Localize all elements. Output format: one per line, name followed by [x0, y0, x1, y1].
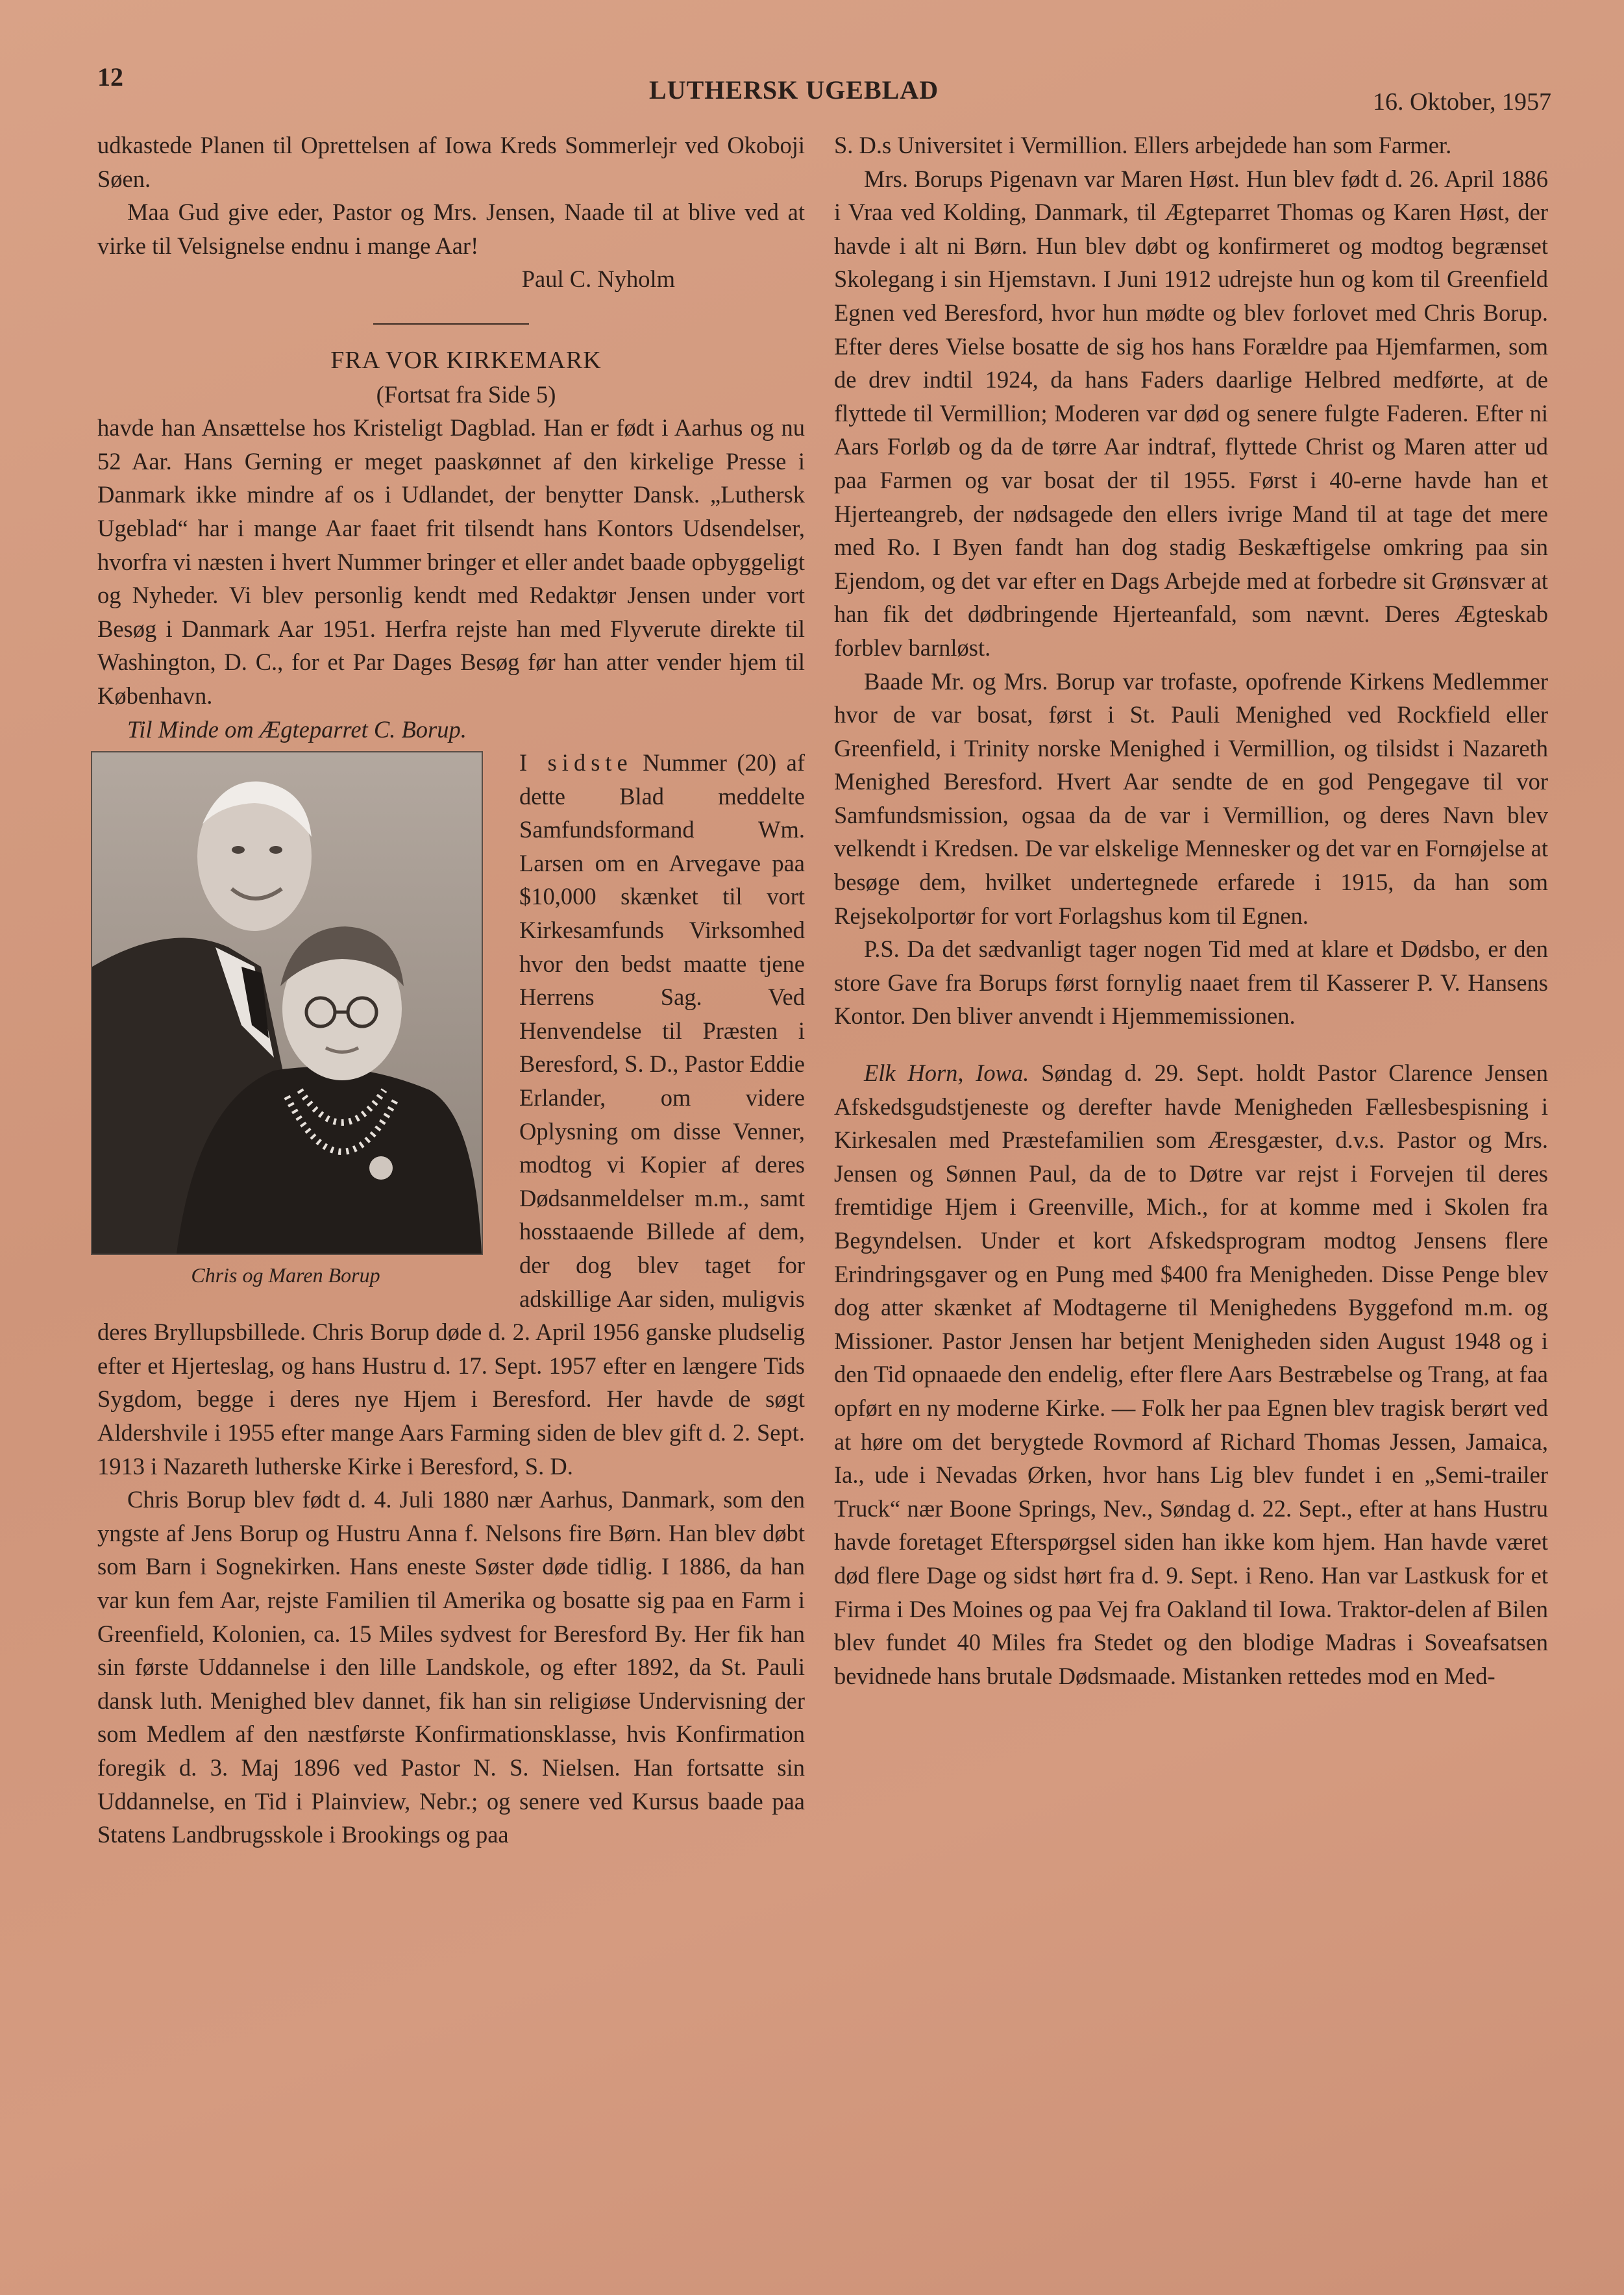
paper-title: LUTHERSK UGEBLAD	[649, 75, 939, 105]
right-paragraph-1: S. D.s Universitet i Vermillion. Ellers arbejdede han som Farmer.	[834, 132, 1452, 158]
memorial-body-1: Nummer (20) af dette Blad meddelte Samfundsformand Wm. Larsen om en Arvegave paa $10,000 skænket til vort Kirkesamfunds Virksomhed hvor den bedst maatte tjene Herrens Sag. Ved Henvendelse til Præsten i Beresford, S. D., Pastor Eddie Erlander, om videre Oplysning om disse Venner, modtog vi Kopier af deres Dødsanmeldelser m.m., samt hosstaaende Billede af dem, der dog blev taget for adskillige Aar siden, muligvis deres Bryllupsbillede. Chris Borup døde d. 2. April 1956 ganske pludselig efter et Hjerteslag, og hans Hustru d. 17. Sept. 1957 efter en længere Tids Sygdom, begge i deres nye Hjem i Beresford. Her havde de søgt Aldershvile i 1955 efter mange Aars Farming siden de blev gift d. 2. Sept. 1913 i Nazareth lutherske Kirke i Beresford, S. D.	[97, 749, 806, 1480]
signature: Paul C. Nyholm	[521, 266, 675, 293]
couple-portrait-image	[92, 752, 482, 1254]
photo-block	[91, 751, 493, 1293]
couple-photo	[91, 751, 483, 1255]
kirkemark-paragraph: havde han Ansættelse hos Kristeligt Dagblad. Han er født i Aarhus og nu 52 Aar. Hans Gerning er meget paaskønnet af den kirkelige Presse i Danmark ikke mindre af os i Udlandet, der benytter Dansk. „Luthersk Ugeblad“ har i mange Aar faaet frit tilsendt hans Kontors Udsendelser, hvorfra vi næsten i hvert Nummer bringer et eller andet baade opbyggeligt og Nyheder. Vi blev personlig kendt med Redaktør Jensen under vort Besøg i Danmark Aar 1951. Herfra rejste han med Flyverute direkte til Washington, D. C., for et Par Dages Besøg før han atter vender hjem til København.	[97, 414, 805, 709]
right-column	[834, 129, 1548, 1693]
right-paragraph-3: Baade Mr. og Mrs. Borup var trofaste, opofrende Kirkens Medlemmer hvor de var bosat, først i St. Pauli Menighed ved Rockfield eller Greenfield, i Trinity norske Menighed i Vermillion, og tilsidst i Nazareth Menighed Beresford. Hvert Aar sendte de en god Pengegave til vor Samfundsmission, ogsaa da de var i Vermillion, og deres Navn blev velkendt i Kredsen. De var elskelige Mennesker og det var en Fornøjelse at besøge dem, hvilket undertegnede erfarede i 1915, da han som Rejsekolportør for vort Forlagshus kom til Egnen.	[834, 667, 1548, 929]
right-paragraph-2: Mrs. Borups Pigenavn var Maren Høst. Hun blev født d. 26. April 1886 i Vraa ved Kolding, Danmark, til Ægteparret Thomas og Karen Høst, der havde i alt ni Børn. Hun blev døbt og konfirmeret og modtog begrænset Skolegang i sin Hjemstavn. I Juni 1912 udrejste hun og kom til Greenfield Egnen ved Beresford, hvor hun mødte og blev forlovet med Chris Borup. Efter deres Vielse bosatte de sig hos hans Forældre paa Hjemfarmen, som de drev indtil 1924, da hans Faders daarlige Helbred medførte, at de flyttede til Vermillion; Moderen var død og senere fulgte Faderen. Efter ni Aars Forløb og da de tørre Aar indtraf, flyttede Christ og Maren atter ud paa Farmen og var bosat der til 1955. Først i 40-erne havde han et Hjerteangreb, der nødsagede den ellers ivrige Mand til at tage det mere med Ro. I Byen fandt han dog stadig Beskæftigelse omkring paa sin Ejendom, og det var efter en Dags Arbejde med at forbedre sit Grønsvær at han fik det dødbringende Hjerteanfald, som nævnt. Deres Ægteskab forblev barnløst.	[834, 165, 1548, 661]
page-number: 12	[97, 62, 123, 92]
memorial-lead: I sidste	[519, 749, 633, 776]
page-header	[97, 62, 1551, 120]
intro-paragraph-1: udkastede Planen til Oprettelsen af Iowa Kreds Sommerlejr ved Okoboji Søen.	[97, 132, 805, 192]
left-column	[97, 129, 805, 1852]
section-divider	[373, 323, 529, 325]
memorial-paragraph-2: Chris Borup blev født d. 4. Juli 1880 nær Aarhus, Danmark, som den yngste af Jens Borup og Hustru Anna f. Nelsons fire Børn. Han blev døbt som Barn i Sognekirken. Hans eneste Søster døde tidlig. I 1886, da han var kun fem Aar, rejste Familien til Amerika og bosatte sig paa en Farm i Greenfield, Kolonien, ca. 15 Miles sydvest for Beresford By. Her fik han sin første Uddannelse i den lille Landskole, og efter 1892, da St. Pauli dansk luth. Menighed blev dannet, fik han sin religiøse Undervisning der som Medlem af den næstførste Konfirmationsklasse, hvis Konfirmation foregik d. 3. Maj 1896 ved Pastor N. S. Nielsen. Han fortsatte sin Uddannelse, en Tid i Plainview, Nebr.; og senere ved Kursus baade paa Statens Landbrugsskole i Brookings og paa	[97, 1486, 805, 1848]
section-subheading: (Fortsat fra Side 5)	[376, 380, 556, 408]
elkhorn-paragraph	[834, 1056, 1548, 1693]
elkhorn-text: Søndag d. 29. Sept. holdt Pastor Clarence Jensen Afskedsgudstjeneste og derefter havde Menigheden Fællesbespisning i Kirkesalen med Præstefamilien som Æresgæster, d.v.s. Pastor og Mrs. Jensen og Sønnen Paul, da de to Døtre var rejst i Forvejen til deres fremtidige Hjem i Greenville, Mich., for at komme med i Skolen fra Begyndelsen. Under et kort Afskedsprogram modtog Jensens flere Erindringsgaver og en Pung med $400 fra Menigheden. Disse Penge blev dog atter skænket af Modtagerne til Menighedens Byggefond m.m. og Missioner. Pastor Jensen har betjent Menigheden siden August 1948 og i den Tid opnaaede den endelig, efter flere Aars Bestræbelse og Trang, at faa opført en ny moderne Kirke. — Folk her paa Egnen blev tragisk berørt ved at høre om det berygtede Rovmord af Richard Thomas Jessen, Jamaica, Ia., ude i Nevadas Ørken, hvor hans Lig blev fundet i en „Semi-trailer Truck“ nær Boone Springs, Nev., Søndag d. 22. Sept., efter at hans Hustru havde foretaget Efterspørgsel siden han ikke kom hjem. Han havde været død flere Dage og sidst hørt fra d. 9. Sept. i Reno. Han var Lastkusk for et Firma i Des Moines og paa Vej fra Oakland til Iowa. Traktor-delen af Bilen blev fundet 40 Miles fra Stedet og den blodige Madras i Soveafsatsen bevidnede hans brutale Dødsmaade. Mistanken rettedes mod en Med-	[834, 1060, 1549, 1689]
elkhorn-place: Elk Horn, Iowa.	[864, 1060, 1029, 1087]
right-paragraph-4: P.S. Da det sædvanligt tager nogen Tid med at klare et Dødsbo, er den store Gave fra Borups først fornylig naaet frem til Kasserer P. V. Hansens Kontor. Den bliver anvendt i Hjemmemissionen.	[834, 936, 1548, 1030]
issue-date: 16. Oktober, 1957	[1373, 88, 1551, 116]
memorial-heading: Til Minde om Ægteparret C. Borup.	[127, 715, 467, 743]
section-heading: FRA VOR KIRKEMARK	[330, 346, 602, 374]
intro-paragraph-2: Maa Gud give eder, Pastor og Mrs. Jensen, Naade til at blive ved at virke til Velsignelse endnu i mange Aar!	[97, 199, 805, 259]
photo-caption: Chris og Maren Borup	[191, 1263, 380, 1287]
